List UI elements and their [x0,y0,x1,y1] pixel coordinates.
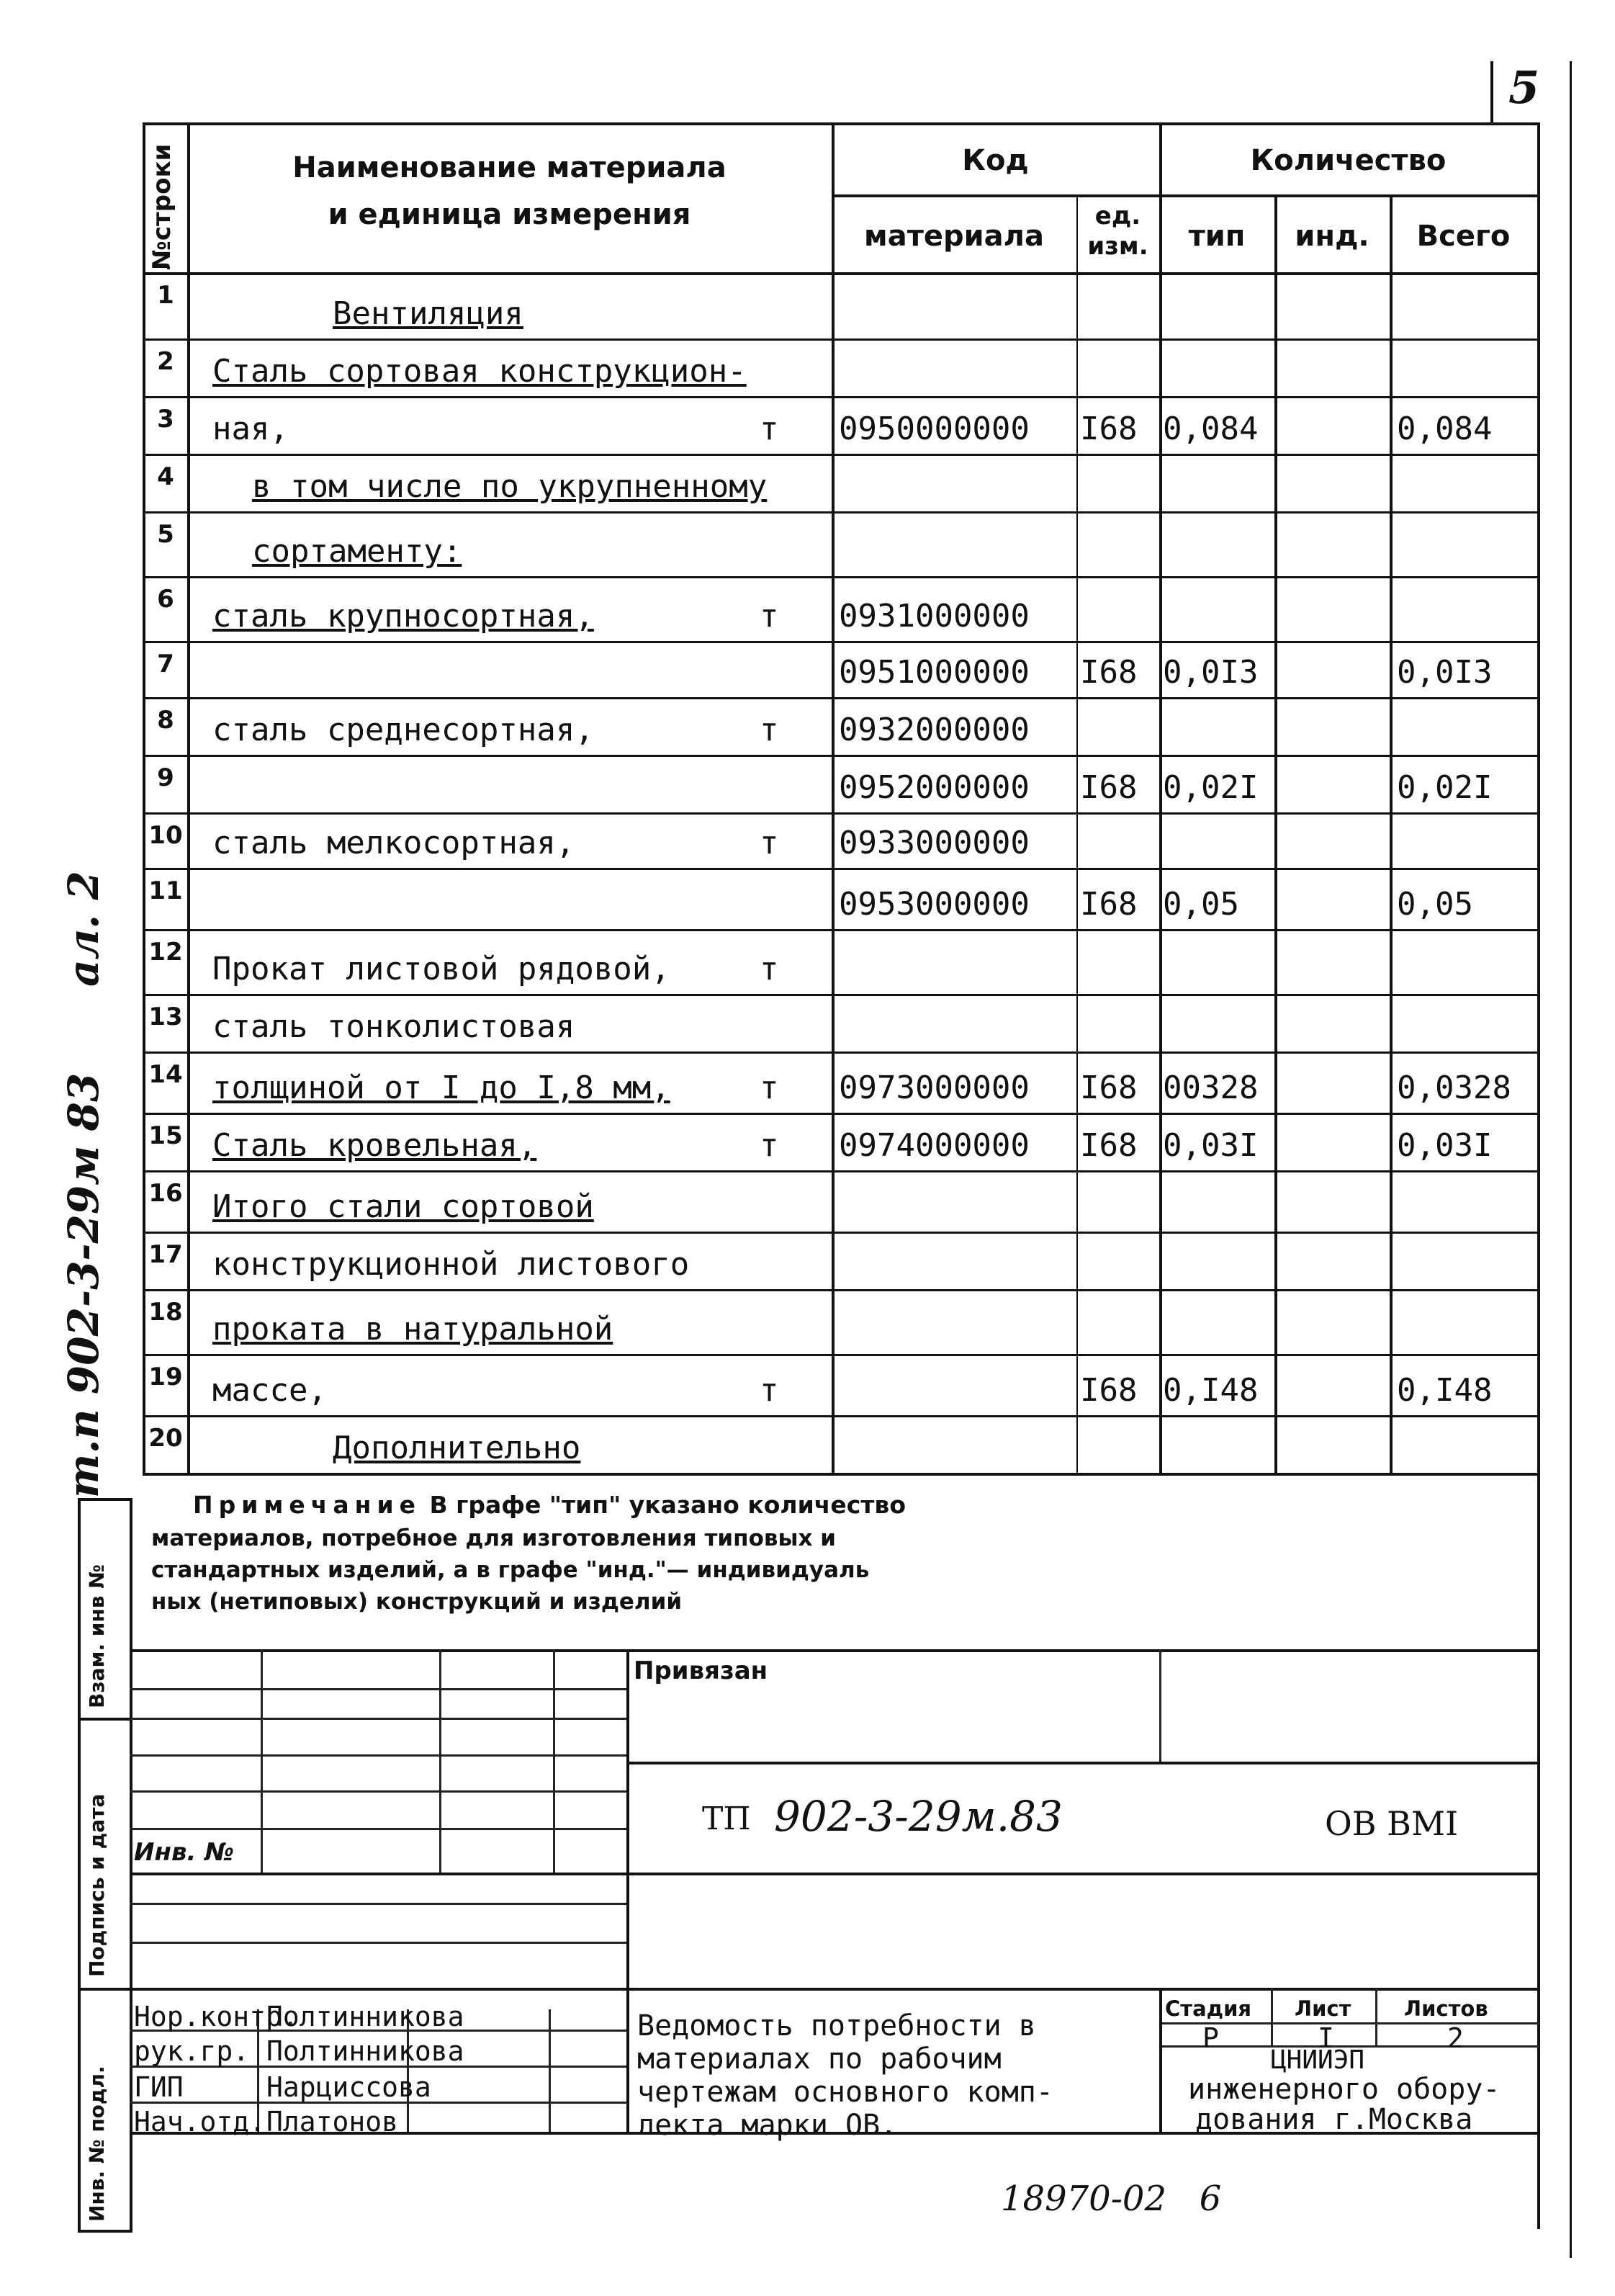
row-number: 17 [148,1240,183,1269]
privyazan-label: Привязан [634,1656,768,1685]
row-number: 10 [148,821,183,850]
material-name: ная, [212,411,289,447]
header-name-line1: Наименование материала [292,151,726,184]
side-label-podpis: Подпись и дата [85,1793,109,1977]
signer-role: рук.гр. [134,2035,250,2067]
unit-code: I68 [1080,886,1138,923]
doc-title-3: чертежам основного комп- [637,2076,1053,2109]
note-line4: ных (нетиповых) конструкций и изделий [151,1589,683,1615]
row-number: 12 [148,938,183,967]
quantity-total: 0,03I [1397,1127,1493,1164]
unit-of-measure: т [760,712,779,748]
material-name: сталь мелкосортная, [212,825,575,861]
org-line3: дования г.Москва [1195,2103,1473,2136]
header-material: материала [864,220,1044,253]
row-number: 7 [157,650,174,678]
material-code: 0932000000 [839,712,1030,748]
tp-number: 902-3-29м.83 [774,1792,1063,1841]
header-unit-2: изм. [1087,232,1148,261]
material-name: массе, [212,1372,327,1409]
row-number: 18 [148,1298,183,1327]
doc-title-4: лекта марки ОВ. [637,2109,898,2142]
material-name: толщиной от I до I,8 мм, [212,1069,670,1106]
org-line2: инженерного обору- [1188,2073,1501,2106]
org-line1: ЦНИИЭП [1271,2045,1365,2075]
row-number: 6 [157,585,174,614]
material-name: сортаменту: [252,533,462,570]
quantity-typ: 00328 [1163,1069,1259,1106]
signer-role: Нач.отд. [134,2106,266,2138]
header-total: Всего [1416,220,1511,253]
row-number: 20 [148,1424,183,1453]
quantity-typ: 0,03I [1163,1127,1259,1164]
header-name-line2: и единица измерения [328,198,691,231]
material-name: Сталь сортовая конструкцион- [212,353,747,390]
unit-code: I68 [1080,769,1138,806]
unit-of-measure: т [760,825,779,861]
material-name: в том числе по укрупненному [252,468,768,505]
doc-title-2: материалах по рабочим [637,2042,1002,2076]
material-code: 0974000000 [839,1127,1030,1164]
header-code: Код [962,144,1029,177]
signer-name: Полтинникова [266,2001,464,2032]
row-number: 9 [157,763,174,792]
quantity-typ: 0,I48 [1163,1372,1259,1409]
signer-role: ГИП [134,2071,184,2103]
quantity-total: 0,02I [1397,769,1493,806]
unit-of-measure: т [760,411,779,447]
margin-note-tp: т.п 902-3-29м 83 [59,1072,108,1498]
margin-note-al: ал. 2 [59,871,108,987]
row-number: 5 [157,520,174,549]
stage-value: Р [1202,2022,1219,2054]
unit-code: I68 [1080,411,1138,447]
row-number: 2 [157,347,174,376]
note-line1: В графе "тип" указано количество [429,1491,906,1519]
doc-title-1: Ведомость потребности в [637,2009,1036,2042]
unit-of-measure: т [760,598,779,634]
unit-code: I68 [1080,1372,1138,1409]
row-number: 11 [148,876,183,905]
material-name: Прокат листовой рядовой, [212,951,670,987]
row-number: 8 [157,706,174,735]
quantity-total: 0,0328 [1397,1069,1511,1106]
page-number: 5 [1508,61,1540,114]
unit-of-measure: т [760,951,779,987]
sheets-value: 2 [1447,2022,1464,2054]
quantity-total: 0,05 [1397,886,1473,923]
note-line2: материалов, потребное для изготовления типовых и [151,1525,837,1551]
bottom-note: 18970-02 6 [1001,2179,1222,2219]
inv-no-label: Инв. № [134,1838,235,1867]
unit-of-measure: т [760,1069,779,1106]
signer-name: Полтинникова [266,2035,464,2067]
unit-code: I68 [1080,654,1138,691]
document-mark: ОВ ВМI [1325,1804,1459,1843]
row-number: 1 [157,281,174,310]
row-number: 13 [148,1003,183,1031]
sheet-value: I [1318,2022,1334,2054]
material-name: сталь среднесортная, [212,712,594,748]
note-line3: стандартных изделий, а в графе "инд."— индивидуаль [151,1557,870,1583]
material-code: 0973000000 [839,1069,1030,1106]
header-quantity: Количество [1250,144,1447,177]
material-name: Итого стали сортовой [212,1188,594,1225]
side-label-vzam: Взам. инв № [85,1564,109,1708]
material-code: 0950000000 [839,411,1030,447]
header-ind: инд. [1295,220,1369,253]
signer-role: Нор.контр. [134,2001,299,2032]
sheets-label: Листов [1404,1996,1488,2021]
quantity-typ: 0,02I [1163,769,1259,806]
material-code: 0951000000 [839,654,1030,691]
unit-of-measure: т [760,1372,779,1409]
row-number: 4 [157,462,174,491]
tp-prefix: ТП [702,1801,751,1837]
quantity-typ: 0,0I3 [1163,654,1259,691]
material-name: проката в натуральной [212,1311,613,1347]
signer-name: Платонов [266,2106,399,2138]
material-name: конструкционной листового [212,1246,690,1283]
material-name: Дополнительно [333,1430,581,1466]
quantity-total: 0,0I3 [1397,654,1493,691]
unit-code: I68 [1080,1069,1138,1106]
material-code: 0931000000 [839,598,1030,634]
row-number: 16 [148,1179,183,1208]
row-number: 15 [148,1121,183,1150]
row-number: 19 [148,1363,183,1391]
material-code: 0952000000 [839,769,1030,806]
quantity-typ: 0,05 [1163,886,1239,923]
row-number: 14 [148,1060,183,1089]
quantity-typ: 0,084 [1163,411,1259,447]
note-label: Примечание [193,1491,421,1519]
unit-of-measure: т [760,1127,779,1164]
header-typ: тип [1188,220,1246,253]
material-name: сталь крупносортная, [212,598,594,634]
material-name: Сталь кровельная, [212,1127,537,1164]
header-unit-1: ед. [1094,202,1141,230]
sheet-label: Лист [1295,1996,1351,2021]
unit-code: I68 [1080,1127,1138,1164]
material-name: сталь тонколистовая [212,1008,575,1045]
material-code: 0953000000 [839,886,1030,923]
header-rownum: №строки [148,143,176,270]
stage-label: Стадия [1165,1996,1252,2021]
signer-name: Нарциссова [266,2071,431,2103]
material-name: Вентиляция [333,295,523,332]
side-label-inv-podl: Инв. № подл. [85,2066,109,2222]
row-number: 3 [157,405,174,434]
quantity-total: 0,084 [1397,411,1493,447]
material-code: 0933000000 [839,825,1030,861]
quantity-total: 0,I48 [1397,1372,1493,1409]
